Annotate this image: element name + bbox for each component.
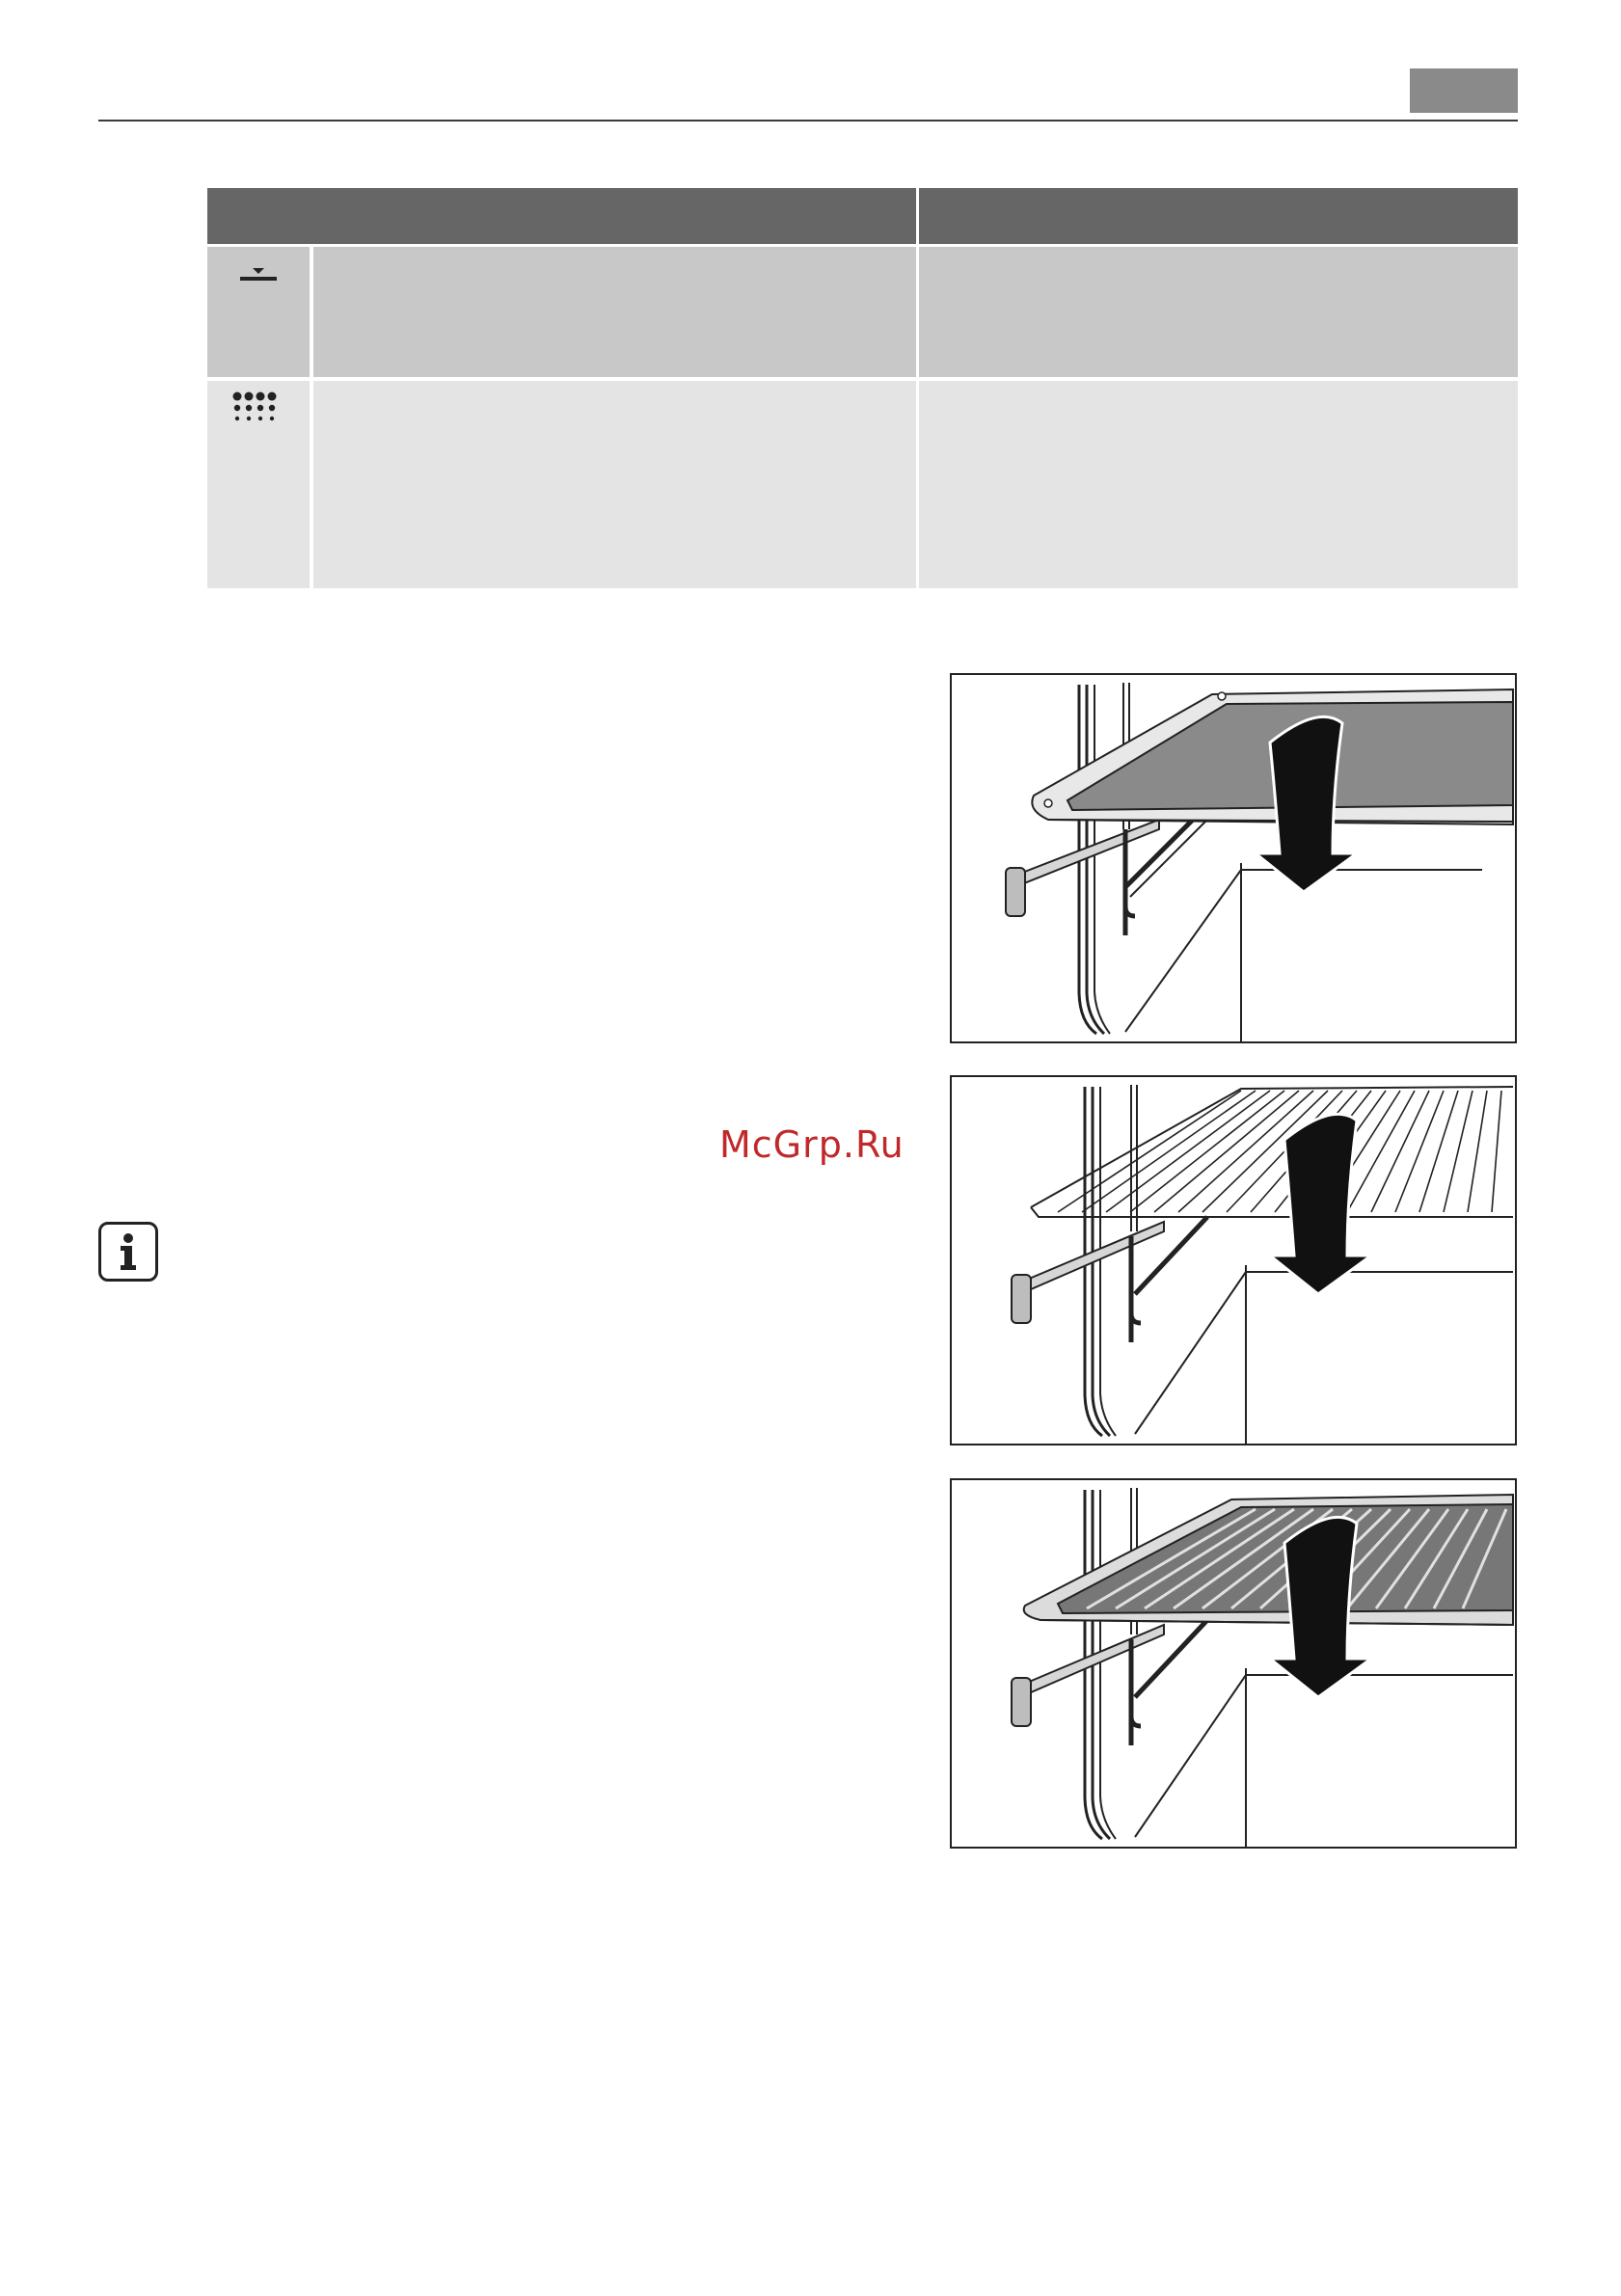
header-section-tab [1410,68,1518,113]
table-header-cell-application [919,188,1518,244]
table-row-1-description [313,247,916,377]
wire-shelf-illustration [950,1075,1517,1445]
bottom-heat-icon [207,247,310,377]
table-row-2-description [313,381,916,588]
table-row-1-use [919,247,1518,377]
table-row-1-icon-cell [207,247,310,377]
grill-pan-illustration [950,1478,1517,1849]
table-row-2-use [919,381,1518,588]
info-icon [98,1222,158,1282]
header-rule [98,120,1518,122]
dot-grid-icon [207,381,310,588]
table-header-cell-function [207,188,916,244]
watermark-text: McGrp.Ru [719,1123,905,1166]
curved-down-arrow-icon [1270,1114,1371,1294]
table-row-2-icon-cell [207,381,310,588]
baking-tray-illustration [950,673,1517,1043]
